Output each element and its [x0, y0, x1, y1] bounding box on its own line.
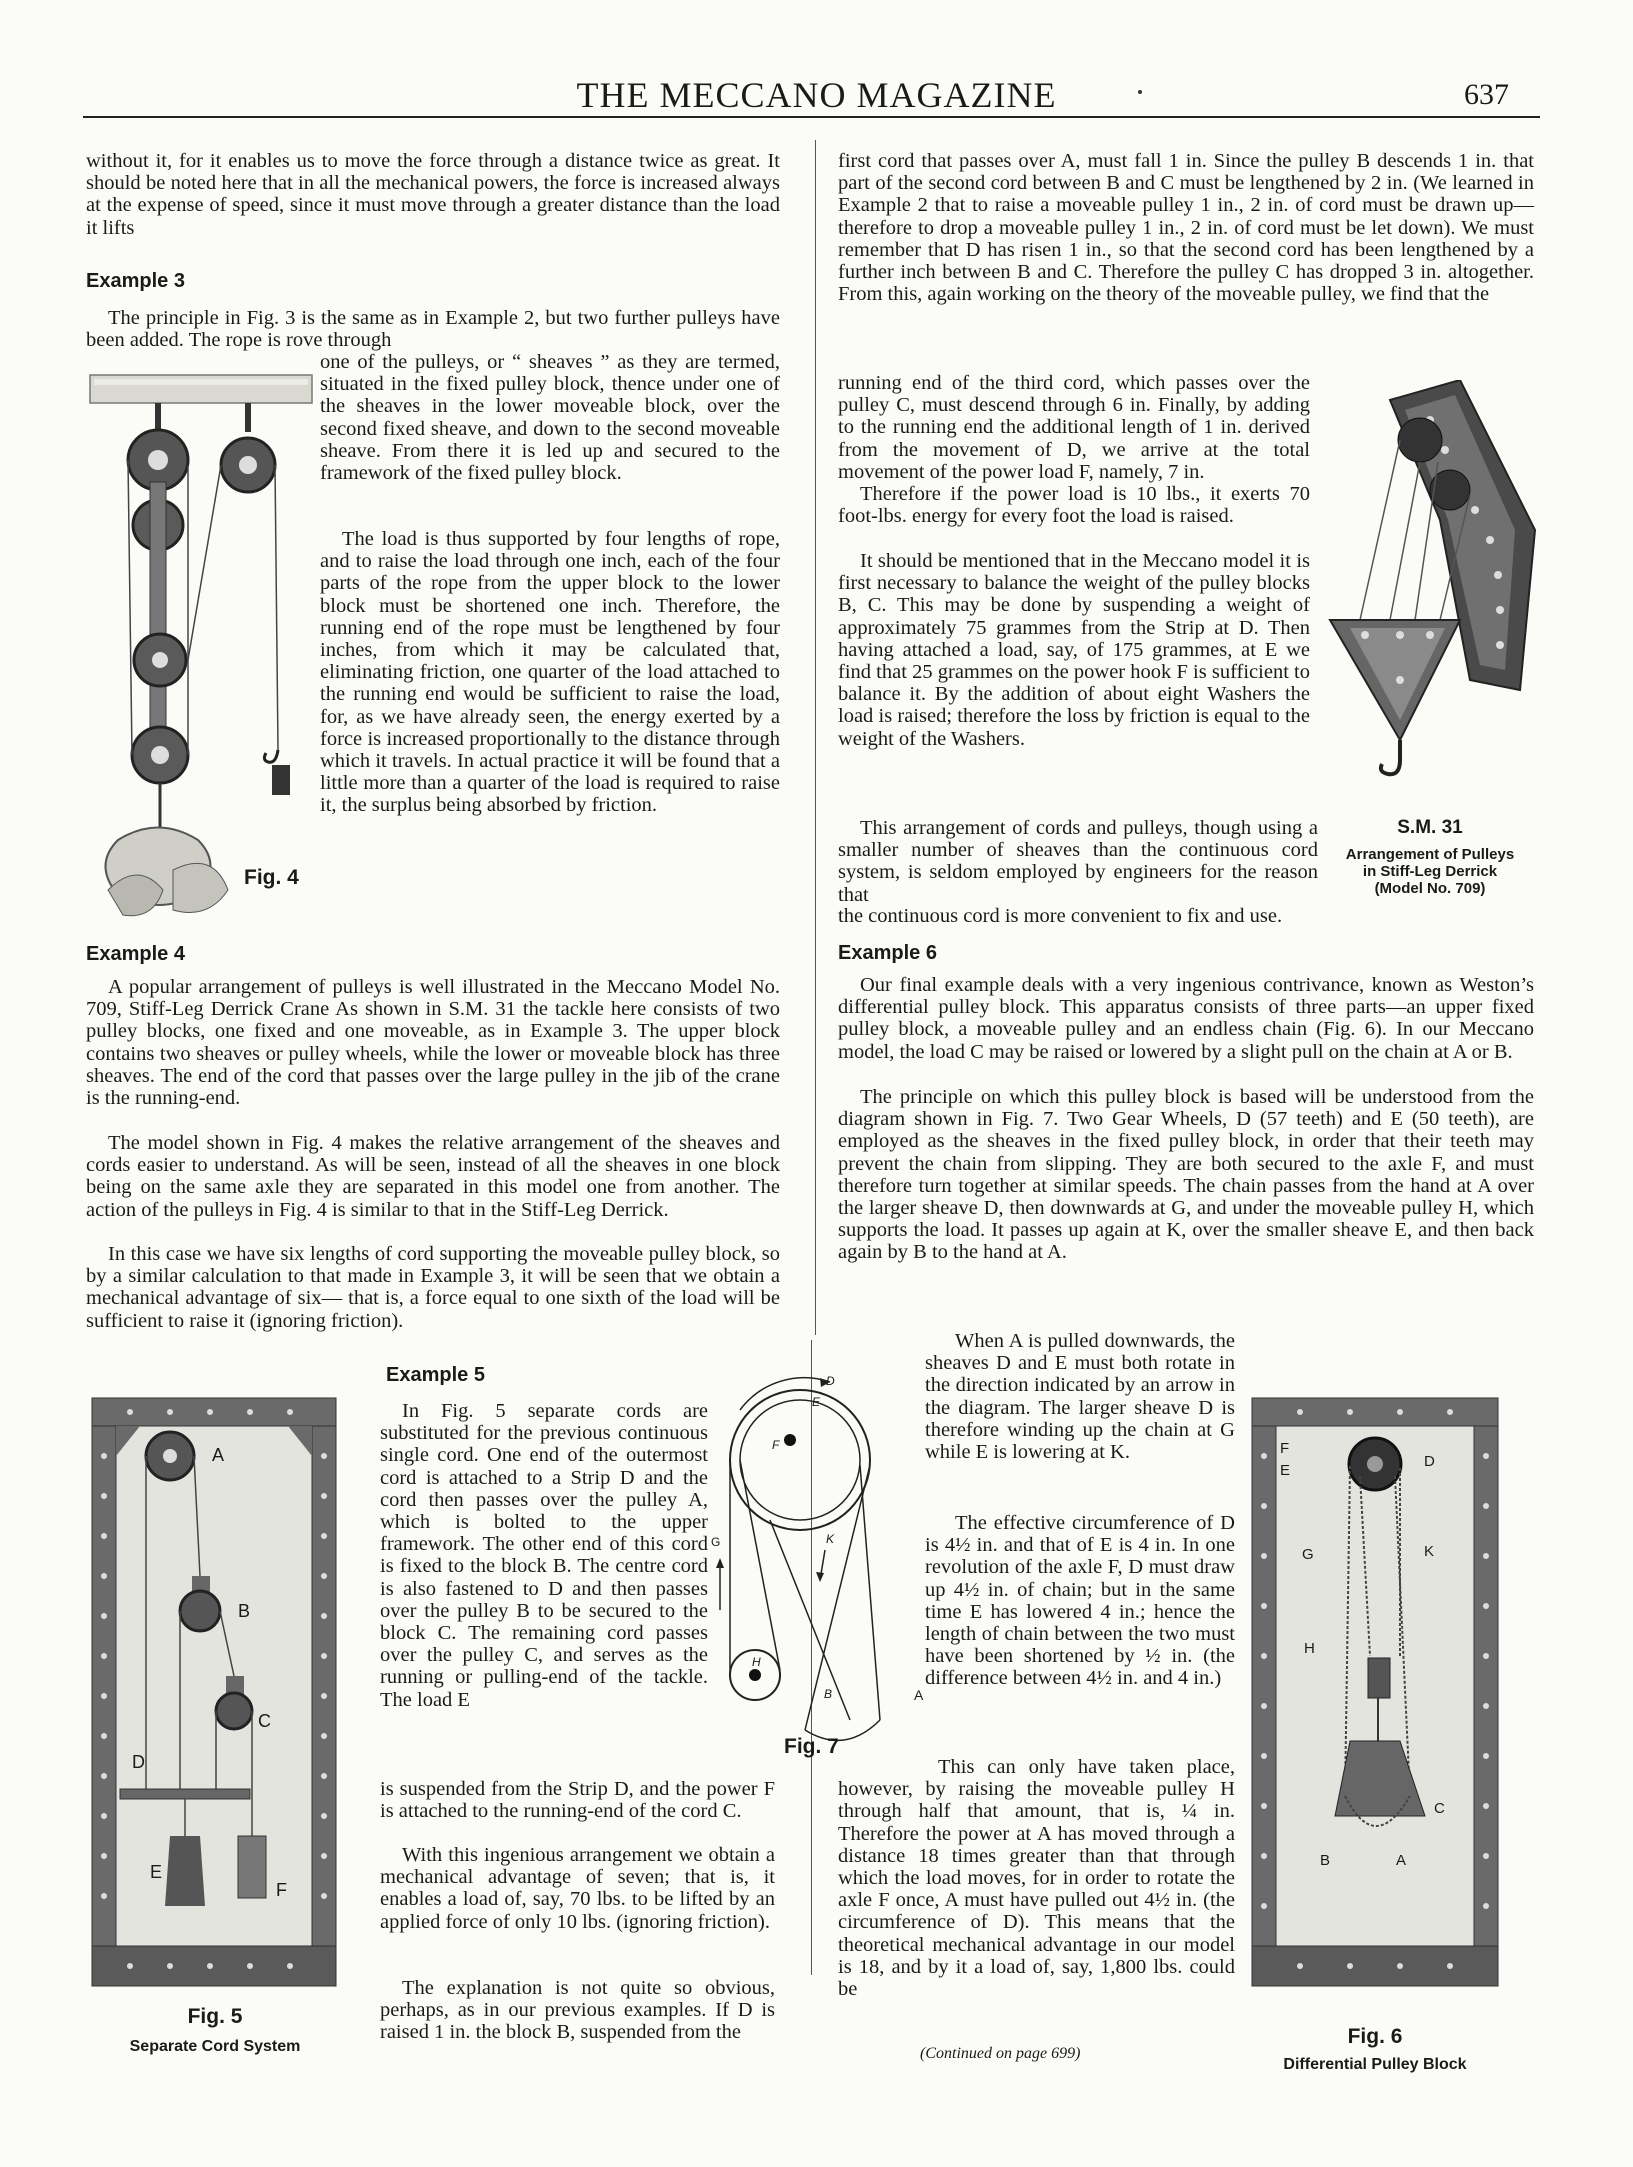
fig6-label-f: F	[1280, 1440, 1290, 1457]
differential-para3: This can only have taken place, however, by raising the moveable pulley H through half that amount, that is, ¼ in. Therefore the power at A has moved through a distance 18 times greater than that through which the load moves, for in order to rotate the axle F once, A must have pulled out 4½ in. (the circumference of D). This means that the theoretical mechanical advantage in our model is 18, and by it a load of, say, 1,800 lbs. could be	[838, 1756, 1235, 2001]
col2-para4: This arrangement of cords and pulleys, though using a smaller number of sheaves than the continuous cord system, is seldom employed by engineers for the reason that	[838, 817, 1318, 906]
fig5-title: Fig. 5	[187, 2005, 243, 2028]
fig6-label-g: G	[1302, 1546, 1314, 1563]
fig6-label-c: C	[1434, 1800, 1445, 1817]
example5-heading: Example 5	[386, 1364, 485, 1386]
fig5-label-c: C	[258, 1711, 271, 1731]
fig6-differential-pulley-model	[1250, 1396, 1500, 1988]
continued-note: (Continued on page 699)	[920, 2045, 1081, 2062]
fig6-label-b: B	[1320, 1852, 1331, 1869]
col2-para1: first cord that passes over A, must fall 1 in. Since the pulley B descends 1 in. that part of the second cord between B and C must be lengthened by 2 in. (We learned in Example 2 that to raise a moveable pulley 1 in., 2 in. of cord must be drawn up—therefore to drop a moveable pulley 1 in., 2 in. of cord must be let down). We must remember that D has risen 1 in., so that the second cord has been lengthened by a further inch between B and C. Therefore the pulley C has dropped 3 in. altogether. From this, again working on the theory of the moveable pulley, we find that the	[838, 150, 1534, 306]
example6-para1: Our final example deals with a very ingenious contrivance, known as Weston’s differential pulley block. This apparatus consists of three parts—an upper fixed pulley block, a moveable pulley and an endless chain (Fig. 6). In our Meccano model, the load C may be raised or lowered by a slight pull on the chain at A or B.	[838, 974, 1534, 1063]
sm31-caption-line2: in Stiff-Leg Derrick	[1362, 863, 1498, 880]
col2-para2: Therefore if the power load is 10 lbs., it exerts 70 foot-lbs. energy for every foot the load is raised.	[838, 483, 1310, 528]
fig6-title: Fig. 6	[1347, 2025, 1403, 2048]
example5-para1: In Fig. 5 separate cords are substituted for the previous continuous single cord. One end of the outermost cord is attached to a Strip D and the cord then passes over the pulley A, which is bolted to the upper framework. The other end of this cord is fixed to the block B. The centre cord is also fastened to D and then passes over the pulley B to be secured to the block C. The remaining cord passes over the pulley C, and serves as the running or pulling-end of the tackle. The load E	[380, 1400, 708, 1711]
fig7-label-d: D	[826, 1374, 835, 1388]
fig7-differential-diagram	[710, 1370, 940, 1760]
sm31-caption-line3: (Model No. 709)	[1374, 880, 1486, 897]
example3-para2: The load is thus supported by four lengths of rope, and to raise the load through one inch, each of the four parts of the rope from the upper block to the lower block must be shortened one inch. Therefore, the running end of the rope must be lengthened by four inches, from which it may be calculated that, eliminating friction, one quarter of the load attached to the running end would be sufficient to raise the load, for, as we have already seen, the energy exerted by a force is increased proportionally to the distance through which it travels. In actual practice it will be found that a little more than a quarter of the load is required to raise it, the surplus being absorbed by friction.	[320, 528, 780, 817]
sm31-caption	[1325, 846, 1535, 897]
fig7-label-h: H	[752, 1655, 761, 1669]
example5-para1b: is suspended from the Strip D, and the power F is attached to the running-end of the cord C.	[380, 1778, 775, 1823]
example6-para2: The principle on which this pulley block is based will be understood from the diagram shown in Fig. 7. Two Gear Wheels, D (57 teeth) and E (50 teeth), are employed as the sheaves in the fixed pulley block, in order that their teeth may prevent the chain from slipping. They are both secured to the axle F, and must therefore turn together at similar speeds. The chain passes from the hand at A over the larger sheave D, then downwards at G, and under the moveable pulley H, which supports the load. It passes up again at K, over the smaller sheave E, and then back again by B to the hand at A.	[838, 1086, 1534, 1264]
fig6-label-h: H	[1304, 1640, 1315, 1657]
col2-para3: It should be mentioned that in the Meccano model it is first necessary to balance the weight of the pulley blocks B, C. This may be done by suspending a weight of approximately 75 grammes from the Strip at D. Then having attached a load, say, of 175 grammes, at E we find that 25 grammes on the power hook F is sufficient to balance it. By the addition of about eight Washers the load is raised; therefore the loss by friction is equal to the weight of the Washers.	[838, 550, 1310, 750]
sm31-title: S.M. 31	[1397, 817, 1463, 838]
magazine-title: THE MECCANO MAGAZINE	[576, 75, 1057, 115]
fig5-label-d: D	[132, 1752, 145, 1772]
fig5-separate-cord-model	[90, 1396, 338, 1988]
sm31-derrick-photo	[1320, 380, 1540, 800]
header-dot	[1138, 90, 1142, 94]
differential-para1: When A is pulled downwards, the sheaves D and E must both rotate in the direction indicated by an arrow in the diagram. The larger sheave D is therefore winding up the chain at G while E is lowering at K.	[925, 1330, 1235, 1464]
fig6-caption: Differential Pulley Block	[1283, 2056, 1467, 2073]
example5-para2: With this ingenious arrangement we obtain a mechanical advantage of seven; that is, it enables a load of, say, 70 lbs. to be lifted by an applied force of only 10 lbs. (ignoring friction).	[380, 1844, 775, 1933]
fig5-label-f: F	[276, 1880, 287, 1900]
fig7-label-k: K	[826, 1532, 835, 1546]
header-rule	[83, 116, 1540, 118]
fig4-pulley-model	[88, 370, 318, 930]
example3-heading: Example 3	[86, 270, 185, 292]
example3-para1b: one of the pulleys, or “ sheaves ” as they are termed, situated in the fixed pulley block, thence under one of the sheaves in the lower moveable block, over the second fixed sheave, and down to the second moveable sheave. From there it is led up and secured to the framework of the fixed pulley block.	[320, 351, 780, 485]
example5-para3: The explanation is not quite so obvious, perhaps, as in our previous examples. If D is raised 1 in. the block B, suspended from the	[380, 1977, 775, 2044]
fig7-label-f: F	[772, 1438, 780, 1452]
col2-para1b: running end of the third cord, which passes over the pulley C, must descend through 6 in. Finally, by adding to the running end the additional length of 1 in. derived from the movement of D, we arrive at the total movement of the power load F, namely, 7 in.	[838, 372, 1310, 483]
fig7-label-g: G	[711, 1535, 721, 1549]
differential-para2: The effective circumference of D is 4½ in. and that of E is 4 in. In one revolution of the axle F, D must draw up 4½ in. of chain; but in the same time E has lowered 4 in.; hence the length of chain between the two must have been shortened by ½ in. (the difference between 4½ in. and 4 in.)	[925, 1512, 1235, 1690]
fig6-label-k: K	[1424, 1543, 1435, 1560]
example6-heading: Example 6	[838, 942, 937, 964]
page-number: 637	[1464, 78, 1509, 111]
fig7-label-e: E	[812, 1395, 821, 1409]
col1-intro: without it, for it enables us to move the force through a distance twice as great. It should be noted here that in all the mechanical powers, the force is increased always at the expense of speed, since it must move through a greater distance than the load it lifts	[86, 150, 780, 239]
fig6-label-a: A	[1396, 1852, 1407, 1869]
fig5-label-a: A	[212, 1445, 225, 1465]
fig6-label-e: E	[1280, 1462, 1291, 1479]
fig7-label-b: B	[824, 1687, 833, 1701]
fig5-label-e: E	[150, 1862, 163, 1882]
example4-heading: Example 4	[86, 943, 185, 965]
example3-para1: The principle in Fig. 3 is the same as in Example 2, but two further pulleys have been added. The rope is rove through	[86, 307, 780, 352]
example4-para1: A popular arrangement of pulleys is well illustrated in the Meccano Model No. 709, Stiff-Leg Derrick Crane As shown in S.M. 31 the tackle here consists of two pulley blocks, one fixed and one moveable, as in Example 3. The upper block contains two sheaves or pulley wheels, while the lower or moveable block has three sheaves. The end of the cord that passes over the large pulley in the jib of the crane is the running-end.	[86, 976, 780, 1110]
fig5-caption: Separate Cord System	[129, 2038, 301, 2055]
column-rule	[815, 140, 816, 1335]
fig7-label-a: A	[914, 1687, 924, 1703]
example4-para3: In this case we have six lengths of cord supporting the moveable pulley block, so by a similar calculation to that made in Example 3, it will be seen that we obtain a mechanical advantage of six— that is, a force equal to one sixth of the load will be sufficient to raise it (ignoring friction).	[86, 1243, 780, 1332]
col2-para4b: the continuous cord is more convenient to fix and use.	[838, 905, 1283, 927]
fig4-label: Fig. 4	[244, 866, 299, 889]
sm31-caption-line1: Arrangement of Pulleys	[1345, 846, 1515, 863]
fig7-label: Fig. 7	[784, 1735, 839, 1758]
fig5-label-b: B	[238, 1601, 251, 1621]
example4-para2: The model shown in Fig. 4 makes the relative arrangement of the sheaves and cords easier to understand. As will be seen, instead of all the sheaves in one block being on the same axle they are separated in this model one from another. The action of the pulleys in Fig. 4 is similar to that in the Stiff-Leg Derrick.	[86, 1132, 780, 1221]
fig6-label-d: D	[1424, 1453, 1435, 1470]
